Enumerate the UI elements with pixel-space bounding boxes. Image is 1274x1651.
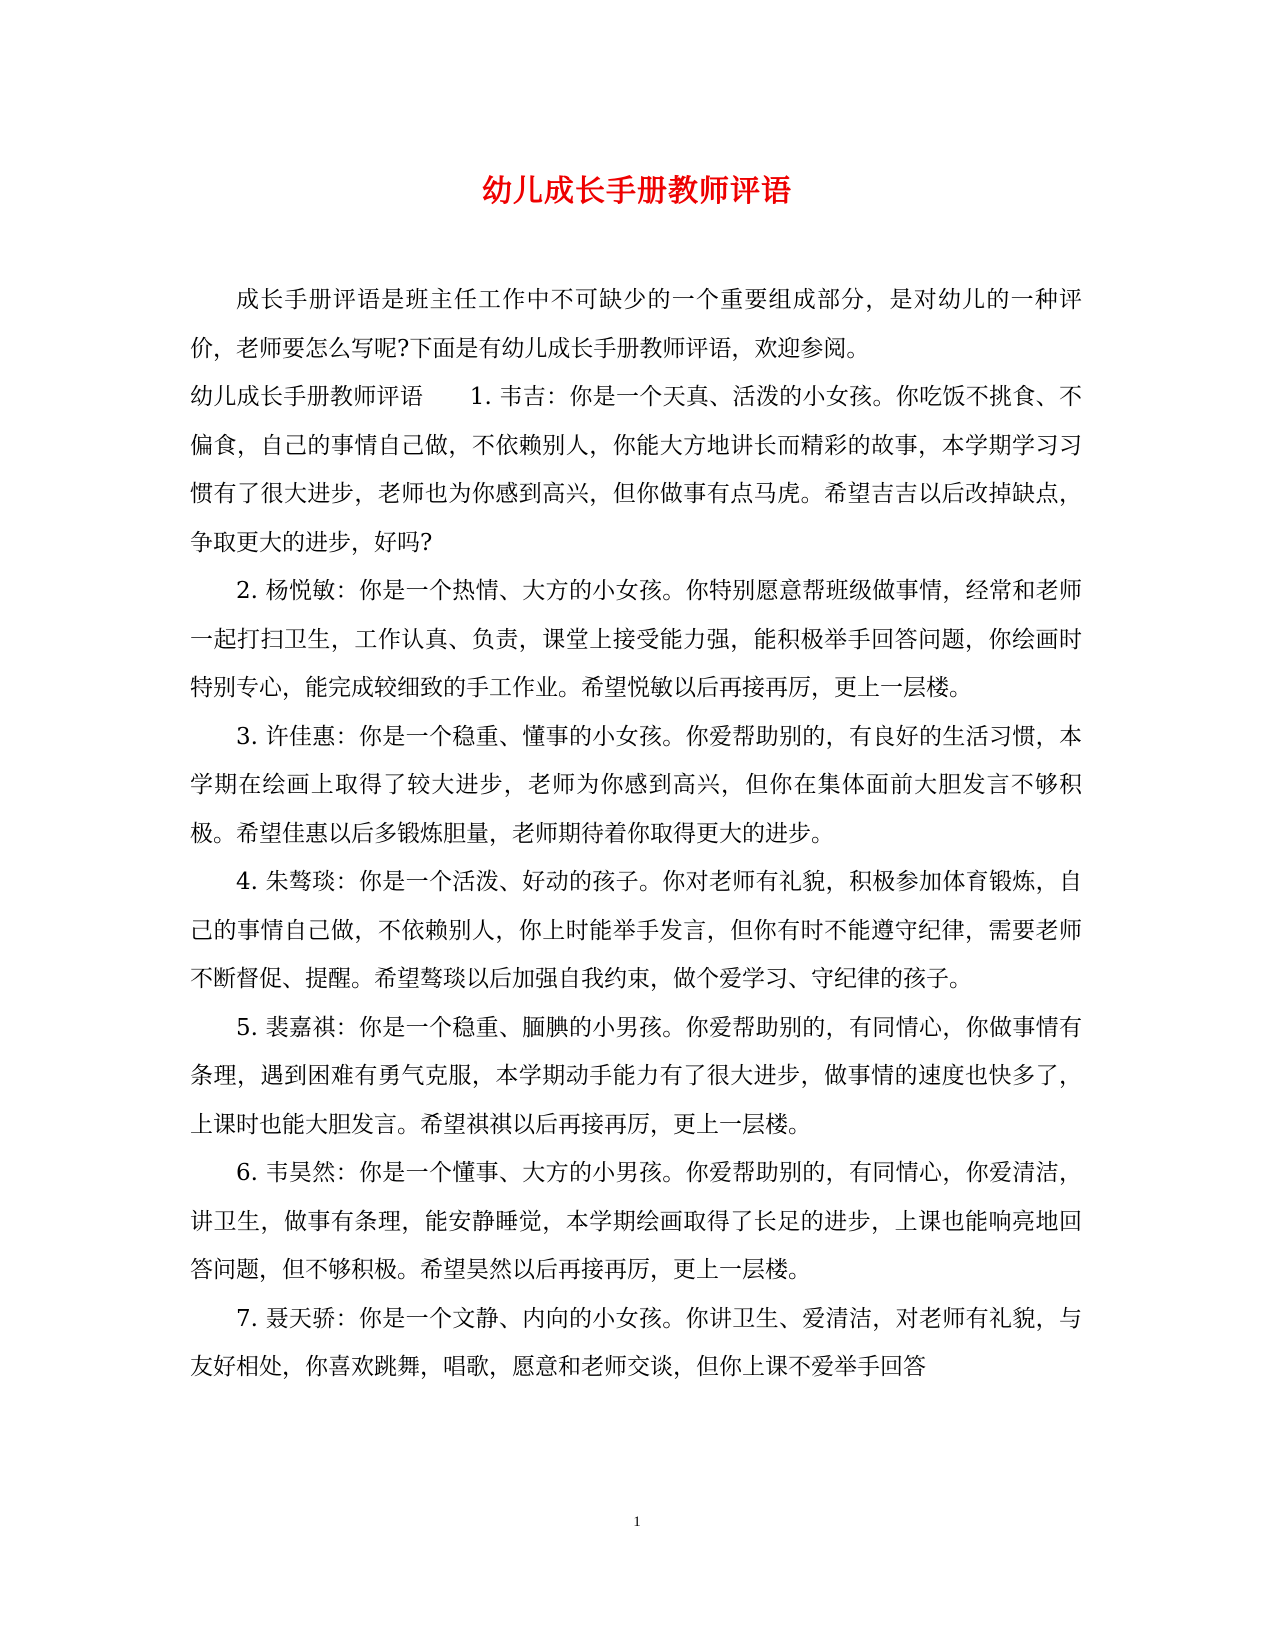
page-number: 1	[633, 1514, 641, 1530]
comment-paragraph-5: 5. 裴嘉祺：你是一个稳重、腼腆的小男孩。你爱帮助别的，有同情心，你做事情有条理，遇到困难有勇气克服，本学期动手能力有了很大进步，做事情的速度也快多了，上课时也能大胆发言。希望祺祺以后再接再厉，更上一层楼。	[190, 1014, 1082, 1138]
intro-paragraph: 成长手册评语是班主任工作中不可缺少的一个重要组成部分，是对幼儿的一种评价，老师要怎么写呢?下面是有幼儿成长手册教师评语，欢迎参阅。	[190, 287, 1082, 362]
document-title: 幼儿成长手册教师评语	[482, 174, 792, 209]
comment-paragraph-3: 3. 许佳惠：你是一个稳重、懂事的小女孩。你爱帮助别的，有良好的生活习惯，本学期在绘画上取得了较大进步，老师为你感到高兴，但你在集体面前大胆发言不够积极。希望佳惠以后多锻炼胆量，老师期待着你取得更大的进步。	[190, 723, 1082, 847]
comment-paragraph-7: 7. 聂天骄：你是一个文静、内向的小女孩。你讲卫生、爱清洁，对老师有礼貌，与友好相处，你喜欢跳舞，唱歌，愿意和老师交谈，但你上课不爱举手回答	[190, 1305, 1082, 1380]
comment-paragraph-1: 幼儿成长手册教师评语 1. 韦吉：你是一个天真、活泼的小女孩。你吃饭不挑食、不偏食，自己的事情自己做，不依赖别人，你能大方地讲长而精彩的故事，本学期学习习惯有了很大进步，老师也为你感到高兴，但你做事有点马虎。希望吉吉以后改掉缺点，争取更大的进步，好吗?	[190, 384, 1082, 556]
document-body	[190, 276, 1082, 1392]
comment-paragraph-6: 6. 韦昊然：你是一个懂事、大方的小男孩。你爱帮助别的，有同情心，你爱清洁，讲卫生，做事有条理，能安静睡觉，本学期绘画取得了长足的进步，上课也能响亮地回答问题，但不够积极。希望昊然以后再接再厉，更上一层楼。	[190, 1160, 1082, 1283]
comment-paragraph-2: 2. 杨悦敏：你是一个热情、大方的小女孩。你特别愿意帮班级做事情，经常和老师一起打扫卫生，工作认真、负责，课堂上接受能力强，能积极举手回答问题，你绘画时特别专心，能完成较细致的手工作业。希望悦敏以后再接再厉，更上一层楼。	[190, 578, 1082, 701]
comment-paragraph-4: 4. 朱骜琰：你是一个活泼、好动的孩子。你对老师有礼貌，积极参加体育锻炼，自己的事情自己做，不依赖别人，你上时能举手发言，但你有时不能遵守纪律，需要老师不断督促、提醒。希望骜琰以后加强自我约束，做个爱学习、守纪律的孩子。	[190, 869, 1082, 992]
